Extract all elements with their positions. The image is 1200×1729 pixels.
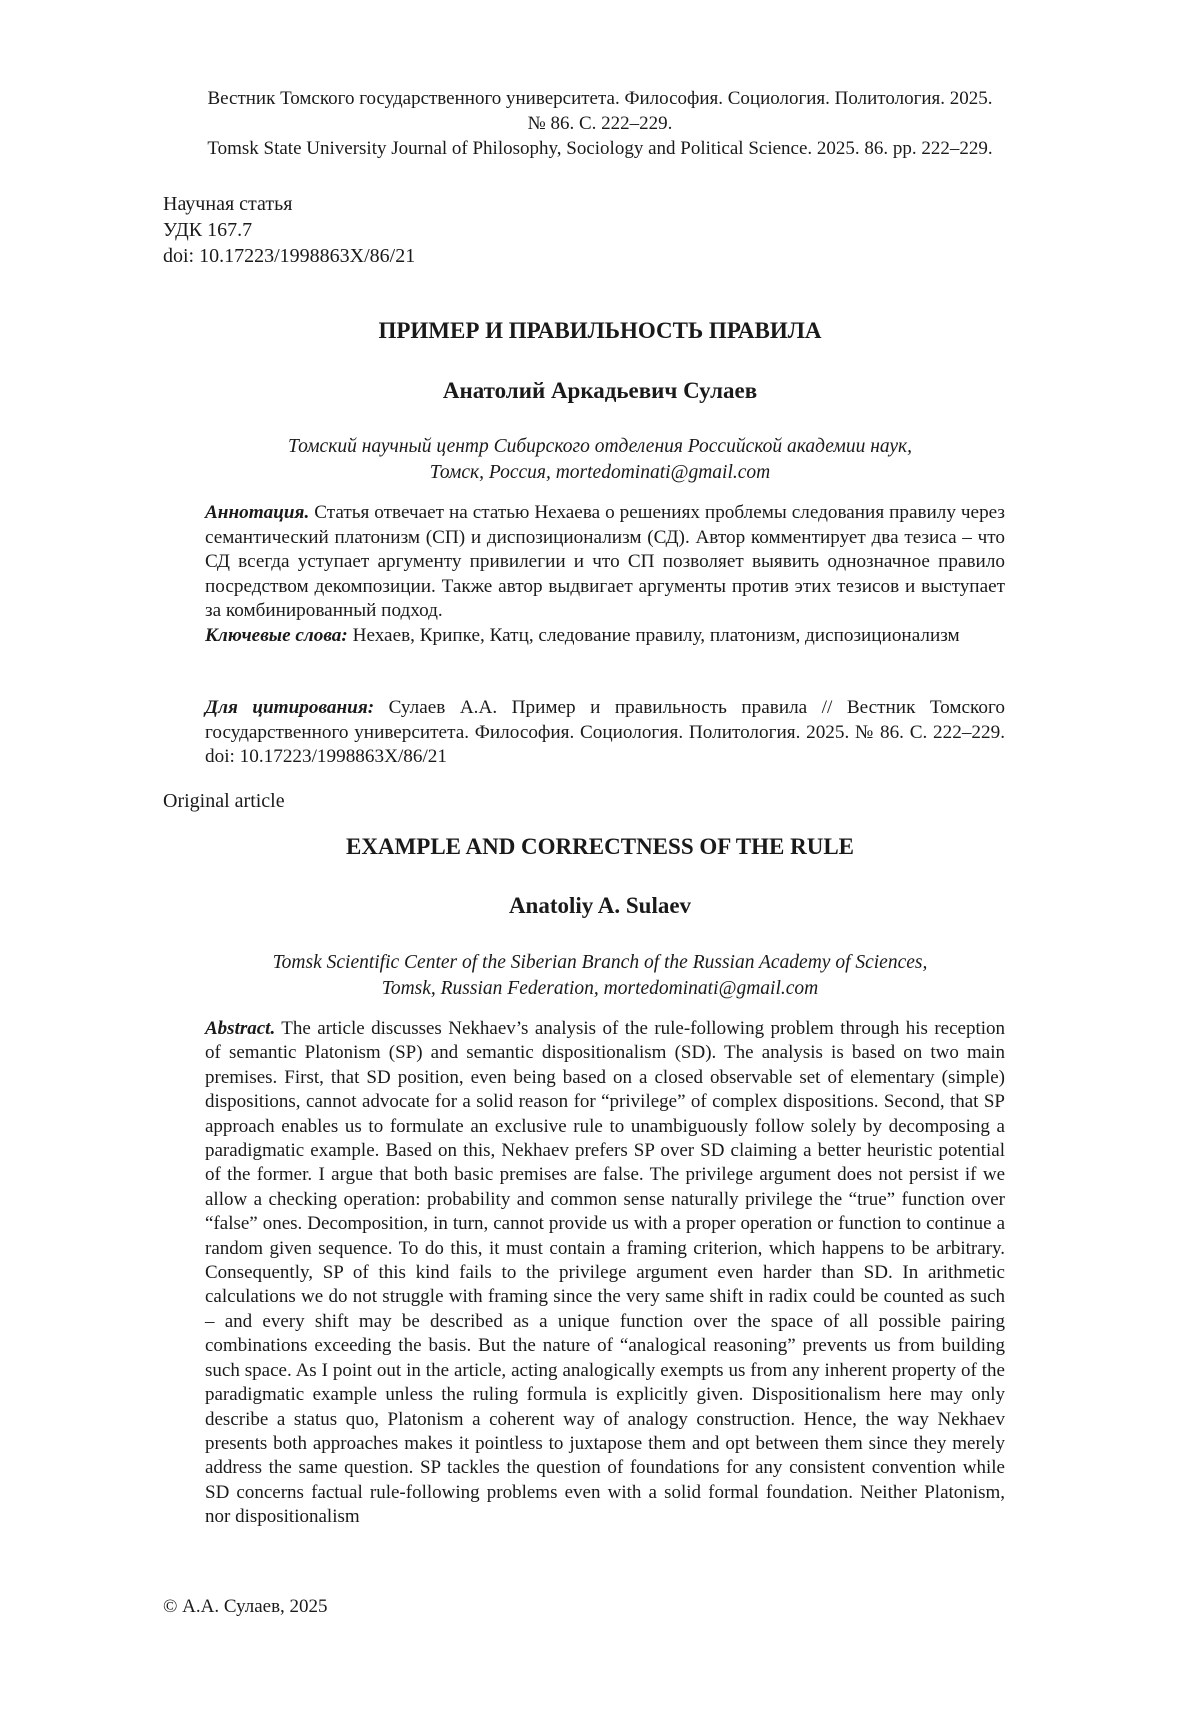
keywords-ru bbox=[205, 624, 1005, 649]
title-ru: ПРИМЕР И ПРАВИЛЬНОСТЬ ПРАВИЛА bbox=[378, 318, 822, 343]
citation-text: Сулаев А.А. Пример и правильность правила // Вестник Томского государственного университета. Философия. Социология. Политология. 2025. № 86. С. 222–229. doi: 10.17223/1998863Х/86/21 bbox=[205, 697, 1005, 767]
abstract-label: Abstract. bbox=[205, 1018, 276, 1039]
author-ru: Анатолий Аркадьевич Сулаев bbox=[442, 378, 758, 403]
journal-issue-ru: № 86. С. 222–229. bbox=[527, 113, 673, 134]
journal-header bbox=[150, 86, 1050, 161]
abstract-text: The article discusses Nekhaev’s analysis of the rule-following problem through his reception of semantic Platonism (SP) and semantic dispositionalism (SD). The analysis is based on two main premises. First, that SD position, even being based on a closed observable set of elementary (simple) dispositions, cannot advocate for a solid reason for “privilege” of complex dispositions. Second, that SP approach enables us to formulate an exclusive rule to unambiguously follow solely by decomposing a paradigmatic example. Based on this, Nekhaev prefers SP over SD claiming a better heuristic potential of the former. I argue that both basic premises are false. The privilege argument does not persist if we allow a checking operation: probability and common sense naturally privilege the “true” function over “false” ones. Decomposition, in turn, cannot provide us with a proper operation or function to continue a random given sequence. To do this, it must contain a framing criterion, which happens to be arbitrary. Consequently, SP of this kind fails to the privilege argument even harder than SD. In arithmetic calculations we do not struggle with framing since the very same shift in radix could be counted as such – and every shift may be described as a unique function over the space of all possible pairing combinations exceeding the basis. But the nature of “analogical reasoning” prevents us from building such space. As I point out in the article, acting analogically exempts us from any inherent property of the paradigmatic example unless the ruling formula is explicitly given. Dispositionalism here may only describe a status quo, Platonism a coherent way of analogy construction. Hence, the way Nekhaev presents both approaches makes it pointless to juxtapose them and opt between them since they merely address the same question. SP tackles the question of foundations for any consistent convention while SD concerns factual rule-following problems even with a solid formal foundation. Neither Platonism, nor dispositionalism bbox=[205, 1018, 1005, 1528]
affiliation-en-line1: Tomsk Scientific Center of the Siberian Branch of the Russian Academy of Sciences, bbox=[272, 952, 928, 973]
article-type-ru: Научная статья bbox=[163, 193, 293, 215]
author-en: Anatoliy A. Sulaev bbox=[508, 893, 692, 918]
affiliation-ru-line1: Томский научный центр Сибирского отделения Российской академии наук, bbox=[287, 436, 913, 457]
copyright: © А.А. Сулаев, 2025 bbox=[163, 1596, 328, 1617]
doi-ru: doi: 10.17223/1998863Х/86/21 bbox=[163, 245, 416, 267]
affiliation-en bbox=[0, 950, 1200, 1002]
article-meta bbox=[163, 191, 415, 269]
title-en: EXAMPLE AND CORRECTNESS OF THE RULE bbox=[346, 834, 854, 859]
affiliation-en-line2: Tomsk, Russian Federation, mortedominati@gmail.com bbox=[381, 978, 819, 999]
journal-line-en: Tomsk State University Journal of Philosophy, Sociology and Political Science. 2025. 86. pp. 222–229. bbox=[207, 138, 993, 159]
abstract-en bbox=[205, 1017, 1005, 1530]
citation-label: Для цитирования: bbox=[205, 697, 375, 718]
affiliation-ru-line2: Томск, Россия, mortedominati@gmail.com bbox=[429, 462, 771, 483]
journal-line-ru: Вестник Томского государственного университета. Философия. Социология. Политология. 2025. bbox=[207, 88, 993, 109]
article-type-en: Original article bbox=[163, 790, 285, 812]
annotation-label: Аннотация. bbox=[205, 502, 310, 523]
citation-ru bbox=[205, 696, 1005, 770]
keywords-label: Ключевые слова: bbox=[205, 625, 348, 646]
udk-code: УДК 167.7 bbox=[163, 219, 253, 241]
annotation-ru bbox=[205, 501, 1005, 624]
affiliation-ru bbox=[0, 434, 1200, 486]
annotation-text: Статья отвечает на статью Нехаева о решениях проблемы следования правилу через семантический платонизм (СП) и диспозиционализм (СД). Автор комментирует два тезиса – что СД всегда уступает аргументу привилегии и что СП позволяет выявить однозначное правило посредством декомпозиции. Также автор выдвигает аргументы против этих тезисов и выступает за комбинированный подход. bbox=[205, 502, 1005, 621]
keywords-text: Нехаев, Крипке, Катц, следование правилу, платонизм, диспозиционализм bbox=[347, 625, 960, 646]
